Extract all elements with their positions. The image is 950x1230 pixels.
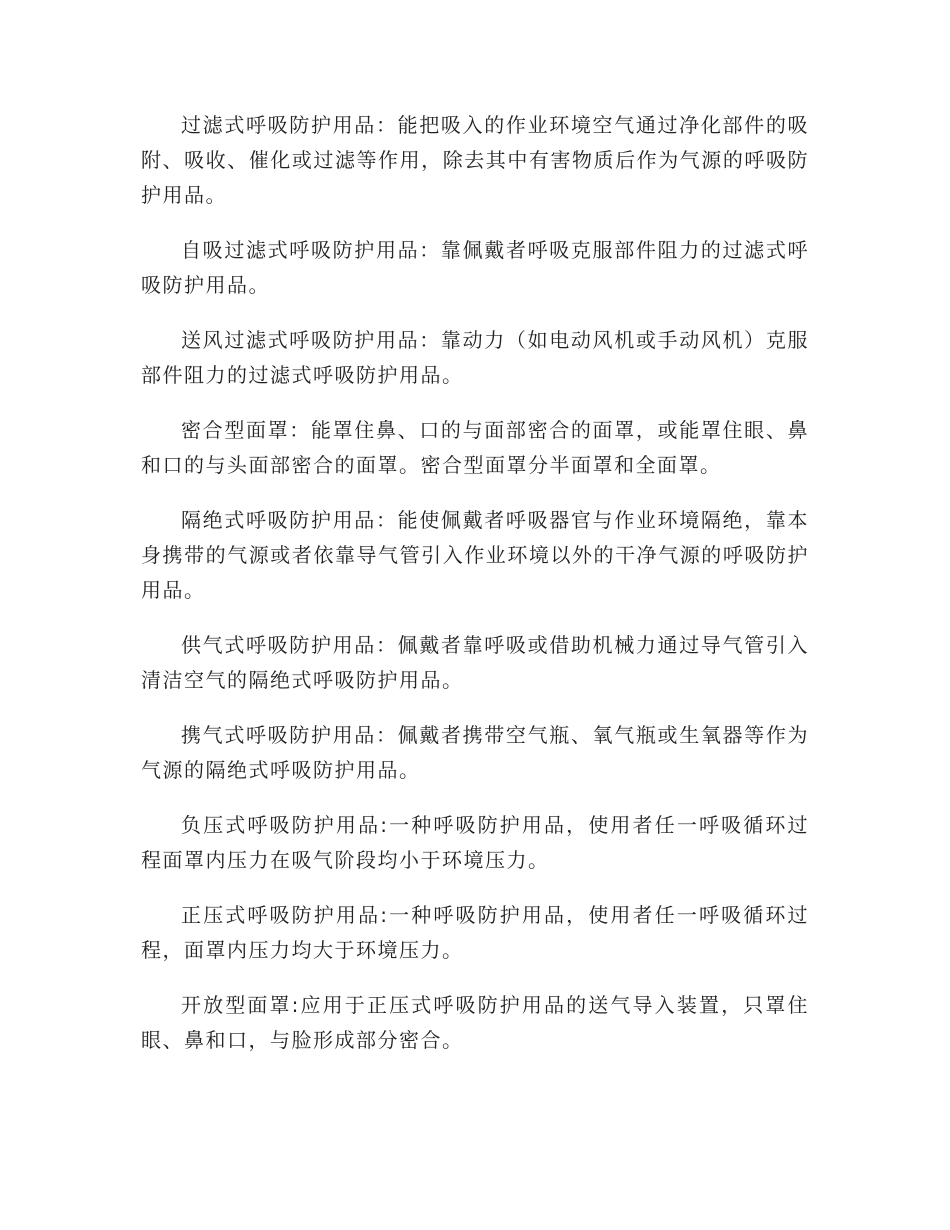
paragraph-self-contained-respirator: 携气式呼吸防护用品：佩戴者携带空气瓶、氧气瓶或生氧器等作为气源的隔绝式呼吸防护用品。: [141, 723, 809, 782]
paragraph-filter-respirator: 过滤式呼吸防护用品：能把吸入的作业环境空气通过净化部件的吸附、吸收、催化或过滤等作用，除去其中有害物质后作为气源的呼吸防护用品。: [141, 113, 809, 207]
document-body: [141, 108, 809, 1078]
paragraph-isolating-respirator: 隔绝式呼吸防护用品：能使佩戴者呼吸器官与作业环境隔绝，靠本身携带的气源或者依靠导气管引入作业环境以外的干净气源的呼吸防护用品。: [141, 508, 809, 602]
paragraph-positive-pressure-respirator: 正压式呼吸防护用品:一种呼吸防护用品，使用者任一呼吸循环过程，面罩内压力均大于环境压力。: [141, 903, 809, 962]
paragraph-powered-air-filter: 送风过滤式呼吸防护用品：靠动力（如电动风机或手动风机）克服部件阻力的过滤式呼吸防护用品。: [141, 328, 809, 387]
paragraph-self-priming-filter: 自吸过滤式呼吸防护用品：靠佩戴者呼吸克服部件阻力的过滤式呼吸防护用品。: [141, 238, 809, 297]
paragraph-supplied-air-respirator: 供气式呼吸防护用品：佩戴者靠呼吸或借助机械力通过导气管引入清洁空气的隔绝式呼吸防护用品。: [141, 633, 809, 692]
paragraph-negative-pressure-respirator: 负压式呼吸防护用品:一种呼吸防护用品，使用者任一呼吸循环过程面罩内压力在吸气阶段均小于环境压力。: [141, 813, 809, 872]
paragraph-open-facepiece: 开放型面罩:应用于正压式呼吸防护用品的送气导入装置，只罩住眼、鼻和口，与脸形成部分密合。: [141, 993, 809, 1052]
paragraph-tight-fitting-facepiece: 密合型面罩：能罩住鼻、口的与面部密合的面罩，或能罩住眼、鼻和口的与头面部密合的面罩。密合型面罩分半面罩和全面罩。: [141, 418, 809, 477]
